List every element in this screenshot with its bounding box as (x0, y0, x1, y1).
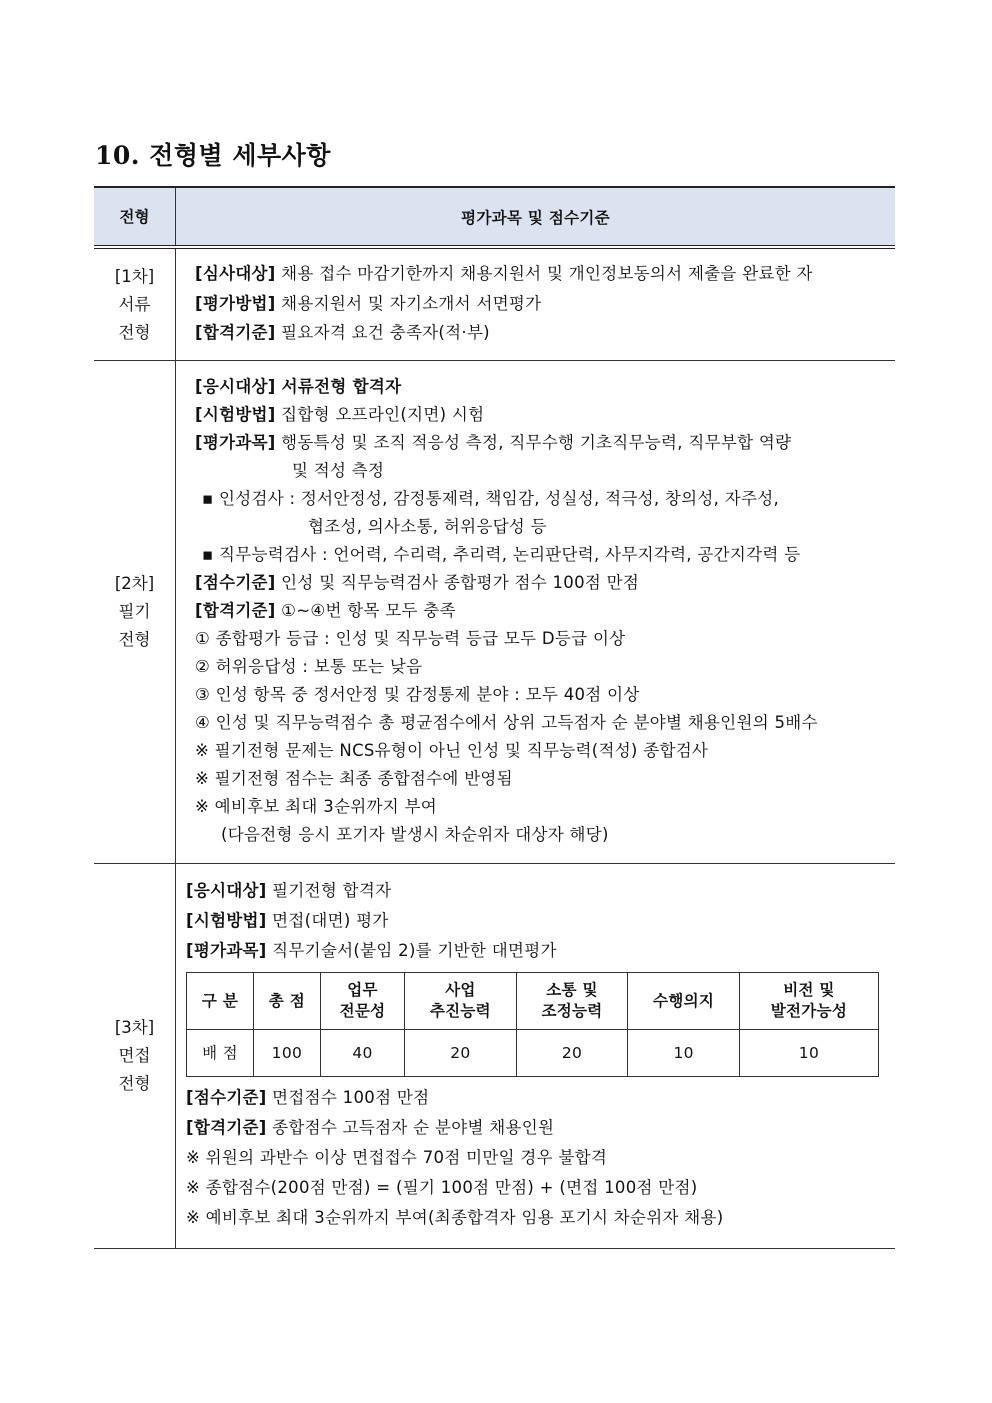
stage2-item: ※ 필기전형 점수는 최종 종합점수에 반영됨 (195, 769, 513, 788)
line-tag: [응시대상] (186, 881, 267, 900)
line-tag: [시험방법] (195, 405, 276, 424)
line-text: ※ 위원의 과반수 이상 면접접수 70점 미만일 경우 불합격 (186, 1148, 608, 1167)
stage3-note (186, 1143, 895, 1173)
line-tag: [점수기준] (186, 1088, 267, 1107)
interview-score-table (186, 972, 879, 1077)
line-tag: [합격기준] (195, 323, 276, 342)
stage3-label-line: [3차] (114, 1018, 155, 1037)
cell-text: 비전 및 (783, 981, 835, 999)
line-text: ①~④번 항목 모두 충족 (275, 601, 456, 620)
cell-text: 업무 (347, 981, 378, 999)
stage2-bullet-personality-cont: 협조성, 의사소통, 허위응답성 등 (308, 517, 547, 536)
stage2-bullet-personality: ▪ 인성검사 : 정서안정성, 감정통제력, 책임감, 성실성, 적극성, 창의성, 자주성, (202, 489, 779, 508)
line-text: 종합점수 고득점자 순 분야별 채용인원 (266, 1118, 555, 1137)
stage3-content (176, 864, 895, 1248)
cell-text: 총 점 (268, 991, 306, 1010)
cell-text: 추진능력 (429, 1002, 491, 1020)
line-text: ※ 예비후보 최대 3순위까지 부여(최종합격자 임용 포기시 차순위자 채용) (186, 1208, 724, 1227)
stage2-item: ② 허위응답성 : 보통 또는 낮음 (195, 657, 423, 676)
line-text: 면접(대면) 평가 (266, 911, 389, 930)
stage3-note (186, 1173, 895, 1203)
stage3-line (186, 876, 895, 906)
score-value-cell: 20 (405, 1030, 517, 1077)
stage3-note (186, 1203, 895, 1233)
stage2-pass (195, 597, 895, 625)
score-value-cell: 10 (739, 1030, 878, 1077)
stage2-item: ① 종합평가 등급 : 인성 및 직무능력 등급 모두 D등급 이상 (195, 629, 626, 648)
score-table-value-row (187, 1030, 879, 1077)
line-text: 직무기술서(붙임 2)를 기반한 대면평가 (266, 941, 557, 960)
line-tag: [응시대상] (195, 377, 276, 396)
line-tag: [합격기준] (195, 601, 276, 620)
cell-text: 수행의지 (653, 991, 715, 1010)
line-tag: [심사대상] (195, 264, 276, 283)
score-table-header-row (187, 973, 879, 1030)
line-text: 집합형 오프라인(지면) 시험 (275, 405, 485, 424)
stage2-subject-cont: 및 적성 측정 (292, 461, 385, 480)
stage2-score (195, 569, 895, 597)
score-value-cell: 40 (320, 1030, 404, 1077)
stage1-label-line: 서류 (118, 294, 151, 314)
score-value-cell: 배 점 (187, 1030, 254, 1077)
score-header-cell (187, 973, 254, 1030)
stage2-label (94, 361, 176, 863)
line-tag: [평가방법] (195, 293, 276, 313)
stage3-row (94, 864, 895, 1249)
table-header (94, 186, 895, 245)
line-text: 필기전형 합격자 (266, 881, 392, 900)
score-header-cell (405, 973, 517, 1030)
cell-text: 구 분 (201, 991, 239, 1010)
stage2-item: ④ 인성 및 직무능력점수 총 평균점수에서 상위 고득점자 순 분야별 채용인원의 5배수 (195, 713, 818, 732)
cell-text: 전문성 (339, 1002, 386, 1020)
line-tag: [합격기준] (186, 1118, 267, 1137)
cell-text: 조정능력 (541, 1002, 603, 1020)
line-tag: [점수기준] (195, 573, 276, 592)
stage3-line (186, 936, 895, 966)
score-header-cell (320, 973, 404, 1030)
line-text: 채용 접수 마감기한까지 채용지원서 및 개인정보동의서 제출을 완료한 자 (275, 264, 813, 283)
stage3-line (186, 906, 895, 936)
stage1-content (176, 249, 895, 360)
stage3-line (186, 1113, 895, 1143)
score-header-cell (516, 973, 628, 1030)
stage2-target (195, 373, 895, 401)
header-criteria: 평가과목 및 점수기준 (461, 208, 610, 227)
line-text: 필요자격 요건 충족자(적·부) (275, 323, 490, 342)
line-tag: [평가과목] (186, 941, 267, 960)
stage1-label-line: [1차] (114, 266, 155, 286)
stage1-label-line: 전형 (118, 322, 151, 342)
line-text: 인성 및 직무능력검사 종합평가 점수 100점 만점 (275, 573, 640, 592)
stage2-method (195, 401, 895, 429)
stage2-item: ※ 필기전형 문제는 NCS유형이 아닌 인성 및 직무능력(적성) 종합검사 (195, 741, 709, 760)
stage2-content (176, 361, 895, 863)
stage1-row (94, 249, 895, 361)
page-title: 10. 전형별 세부사항 (95, 141, 331, 170)
cell-text: 사업 (445, 981, 476, 999)
line-tag: [시험방법] (186, 911, 267, 930)
line-text: 서류전형 합격자 (275, 377, 402, 396)
score-header-cell (253, 973, 320, 1030)
stage1-label (94, 249, 176, 360)
score-header-cell (739, 973, 878, 1030)
line-text: 채용지원서 및 자기소개서 서면평가 (275, 293, 542, 313)
stage2-item: ※ 예비후보 최대 3순위까지 부여 (195, 797, 437, 816)
stage2-item: ③ 인성 항목 중 정서안정 및 감정통제 분야 : 모두 40점 이상 (195, 685, 640, 704)
stage3-label-line: 면접 (118, 1046, 151, 1065)
line-text: ※ 종합점수(200점 만점) = (필기 100점 만점) + (면접 100점 만점) (186, 1178, 698, 1197)
stage2-label-line: 필기 (118, 602, 151, 621)
stage2-label-line: [2차] (114, 574, 155, 593)
stage1-line (195, 259, 895, 289)
stage2-label-line: 전형 (118, 630, 151, 649)
header-stage: 전형 (94, 188, 176, 245)
score-value-cell: 100 (253, 1030, 320, 1077)
cell-text: 발전가능성 (770, 1002, 848, 1020)
line-text: 면접점수 100점 만점 (266, 1088, 430, 1107)
line-text: 행동특성 및 조직 적응성 측정, 직무수행 기초직무능력, 직무부합 역량 (275, 433, 792, 452)
selection-details-table (94, 186, 895, 1249)
stage2-subject (195, 429, 895, 457)
line-tag: [평가과목] (195, 433, 276, 452)
stage3-label (94, 864, 176, 1248)
score-value-cell: 10 (628, 1030, 740, 1077)
stage2-row (94, 361, 895, 864)
stage3-label-line: 전형 (118, 1074, 151, 1093)
stage1-line (195, 289, 895, 319)
score-value-cell: 20 (516, 1030, 628, 1077)
score-header-cell (628, 973, 740, 1030)
cell-text: 소통 및 (546, 981, 598, 999)
stage3-line (186, 1083, 895, 1113)
stage2-note: (다음전형 응시 포기자 발생시 차순위자 대상자 해당) (221, 825, 609, 844)
stage1-line (195, 318, 895, 348)
stage2-bullet-ability: ▪ 직무능력검사 : 언어력, 수리력, 추리력, 논리판단력, 사무지각력, 공간지각력 등 (202, 545, 801, 564)
